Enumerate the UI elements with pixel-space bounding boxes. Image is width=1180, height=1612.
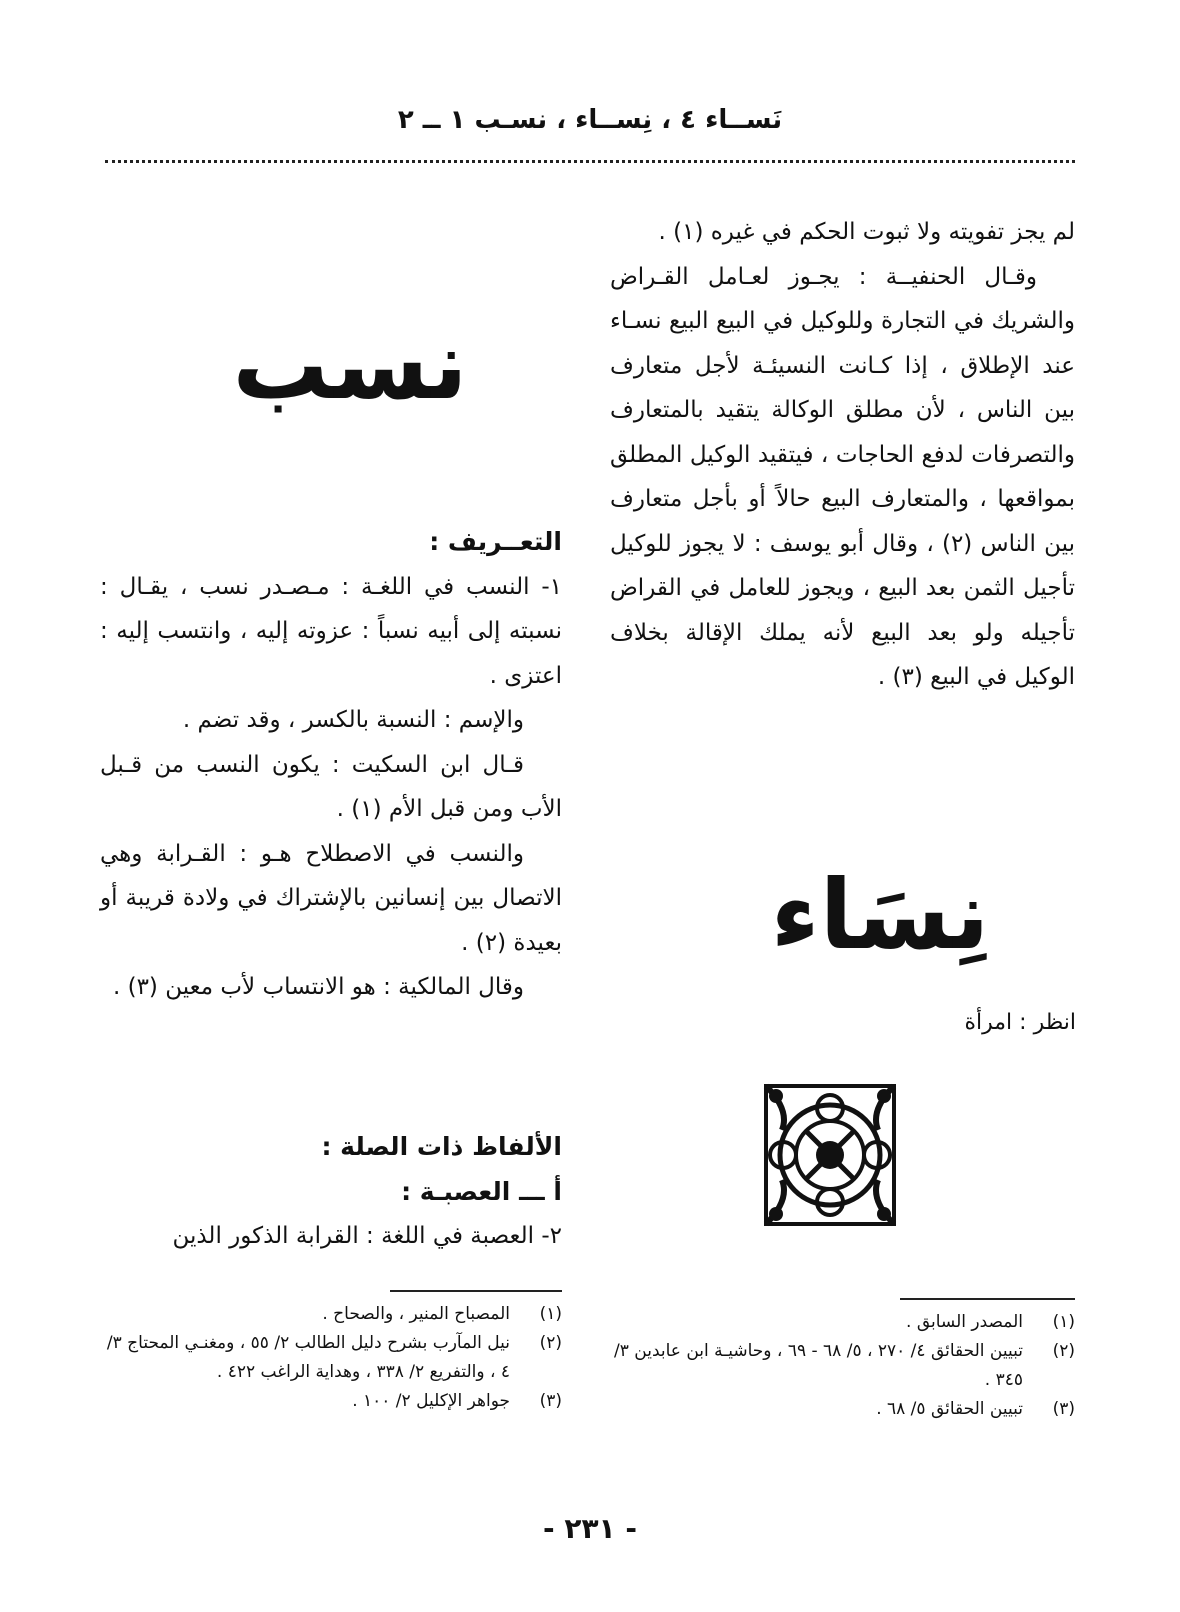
right-paragraph-1: لم يجز تفويته ولا ثبوت الحكم في غيره (١) . <box>658 219 1075 245</box>
related-terms-section <box>100 1125 562 1259</box>
footnote-number: (١) <box>539 1304 562 1324</box>
footnote-text: المصباح المنير ، والصحاح . <box>322 1304 510 1324</box>
header-dotted-rule <box>105 160 1075 163</box>
definition-paragraph-3: قـال ابن السكيت : يكون النسب من قـبل الأب ومن قبل الأم (١) . <box>100 751 562 822</box>
footnote-text: تبيين الحقائق ٥/ ٦٨ . <box>876 1399 1023 1419</box>
entry-title-nasab: نسب <box>232 309 468 421</box>
footnote-text: تبيين الحقائق ٤/ ٢٧٠ ، ٥/ ٦٨ - ٦٩ ، وحاشيـة ابن عابدين ٣/ ٣٤٥ . <box>614 1341 1023 1390</box>
definition-paragraph-2: والإسم : النسبة بالكسر ، وقد تضم . <box>182 707 524 733</box>
related-heading: الألفاظ ذات الصلة : <box>321 1132 562 1161</box>
footnote-rule-right <box>900 1298 1075 1300</box>
ornament-icon <box>760 1080 900 1230</box>
footnote-number: (٣) <box>539 1391 562 1411</box>
definition-paragraph-1: ١- النسب في اللغـة : مـصـدر نسب ، يقـال : نسبته إلى أبيه نسباً : عزوته إليه ، وانتسب إليه : اعتزى . <box>100 573 562 689</box>
footnote-number: (٣) <box>1052 1399 1075 1419</box>
entry-title-nisa: نِسَاء <box>770 859 990 971</box>
running-header: نَســاء ٤ ، نِســاء ، نسـب ١ ــ ٢ <box>397 105 783 135</box>
related-paragraph: ٢- العصبة في اللغة : القرابة الذكور الذين <box>172 1223 562 1249</box>
definition-paragraph-4: والنسب في الاصطلاح هـو : القـرابة وهي الاتصال بين إنسانين بالإشتراك في ولادة قريبة أو بعيدة (٢) . <box>100 840 562 956</box>
footnote-number: (١) <box>1052 1312 1075 1332</box>
definition-paragraph-5: وقال المالكية : هو الانتساب لأب معين (٣) . <box>112 974 524 1000</box>
see-also-reference: انظر : امرأة <box>964 1010 1076 1035</box>
definition-heading: التعــريف : <box>429 527 562 556</box>
footnote-item <box>595 1337 1075 1395</box>
footnote-text: جواهر الإكليل ٢/ ١٠٠ . <box>352 1391 510 1411</box>
footnote-number: (٢) <box>539 1333 562 1353</box>
footnote-text: المصدر السابق . <box>906 1312 1023 1332</box>
related-subheading: أ ـــ العصبـة : <box>401 1176 562 1206</box>
footnote-text: نيل المآرب بشرح دليل الطالب ٢/ ٥٥ ، ومغنـي المحتاج ٣/ ٤ ، والتفريع ٢/ ٣٣٨ ، وهداية الراغب ٤٢٢ . <box>106 1333 510 1382</box>
footnotes-left <box>100 1300 562 1416</box>
footnote-item <box>100 1329 562 1387</box>
footnote-number: (٢) <box>1052 1341 1075 1361</box>
footnote-rule-left <box>390 1290 562 1292</box>
right-paragraph-2: وقـال الحنفيــة : يجـوز لعـامل القـراض والشريك في التجارة وللوكيل في البيع البيع نسـاء عند الإطلاق ، إذا كـانت النسيئـة لأجل متعارف بين الناس ، لأن مطلق الوكالة يتقيد بالمتعارف والتصرفات لدفع الحاجات ، فيتقيد الوكيل المطلق بمواقعها ، والمتعارف البيع حالاً أو بأجل متعارف بين الناس (٢) ، وقال أبو يوسف : لا يجوز للوكيل تأجيل الثمن بعد البيع ، ويجوز للعامل في القراض تأجيله ولو بعد البيع لأنه يملك الإقالة بخلاف الوكيل في البيع (٣) . <box>610 263 1075 690</box>
footnote-item <box>100 1300 562 1329</box>
page-number: - ٢٣١ - <box>542 1512 638 1545</box>
footnote-item <box>595 1395 1075 1424</box>
definition-section <box>100 520 562 1010</box>
footnote-item <box>100 1387 562 1416</box>
footnote-item <box>595 1308 1075 1337</box>
footnotes-right <box>595 1308 1075 1424</box>
right-column-text <box>610 210 1075 700</box>
